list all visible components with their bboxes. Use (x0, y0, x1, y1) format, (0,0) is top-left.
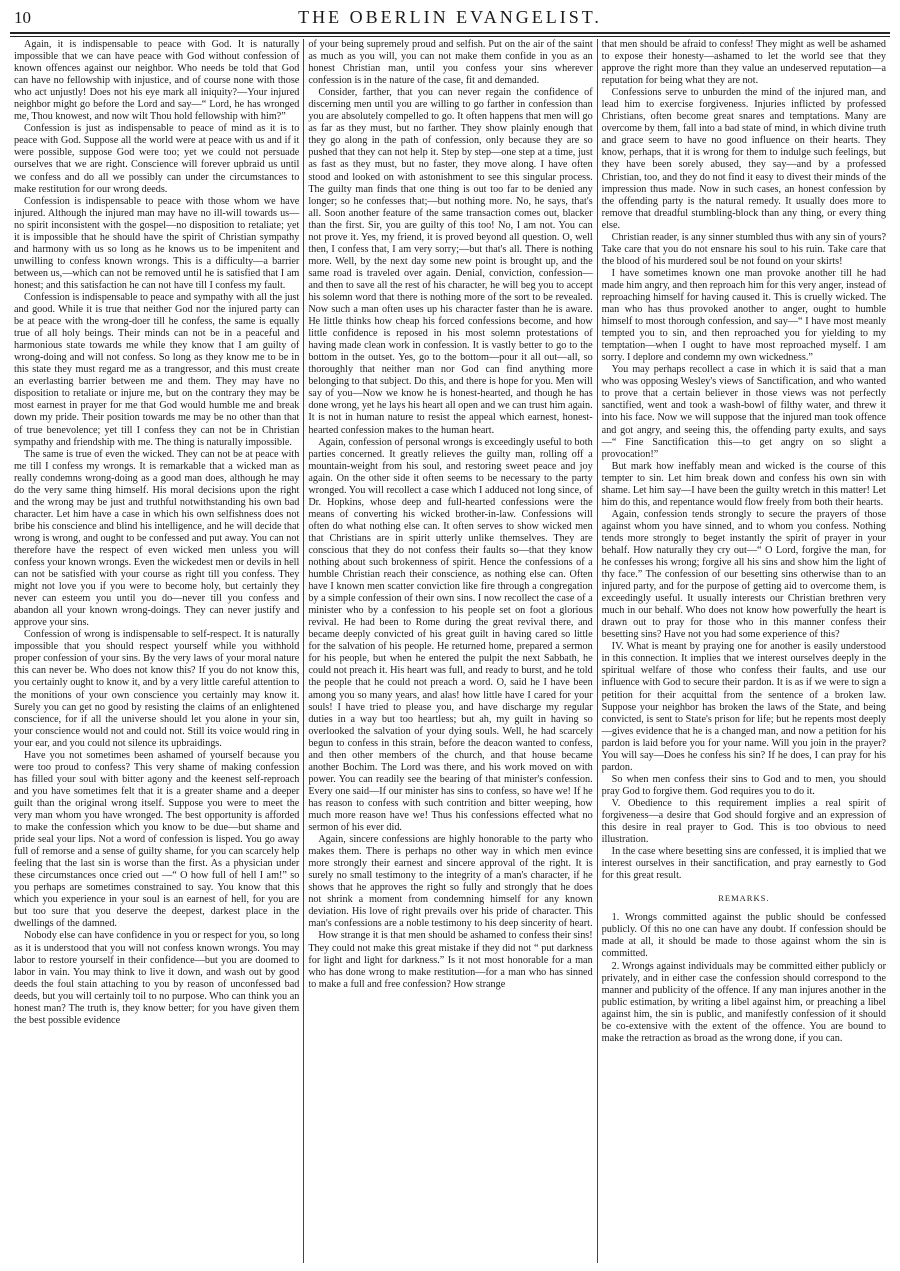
page-header (10, 6, 890, 28)
paragraph: Again, confession of personal wrongs is exceedingly useful to both parties concerned. It greatly relieves the guilty man, rolling off a mountain-weight from his soul, and restoring sweet peace and joy again. On the other side it often seems to be necessary to the party wronged. You will recollect a case which I adduced not long since, of Dr. Hopkins, whose deep and full-hearted confessions were the means of converting his wicked brother-in-law. Confessions will often do what nothing else can. It often serves to show wicked men that Christians are in spirit utterly unlike themselves. They are conscious that they do not confess their faults so—that they know nothing about such brokenness of spirit. Hence the confessions of a humble Christian reach their conscience, as nothing else can. Often have I known men scatter conviction like fire through a congregation by a simple confession of their own sins. I now recollect the case of a minister who by a confession to his people set on foot a glorious revival. He had been to Rome during the great revival there, and became deeply convicted of his great guilt in having cared so little for the salvation of his people. He returned home, prepared a sermon for his people, but when he entered the pulpit the next Sabbath, he could not preach it. His heart was full, and ready to burst, and he told the people that he could not preach a word. O, said he I have been among you so many years, and alas! how little have I cared for your souls! I have tried to please you, and have discharge my regular duties in a way but too heartless; but ah, my guilt in having so overlooked the salvation of your dying souls. Well, he had scarcely begun to confess in this strain, before the deacon wanted to confess, and then other members of the church, and that house became another Bochim. The Lord was there, and his work moved on with power. You can readily see the bearing of that minister's confession. Every one said—If our minister has sins to confess, so have we! If he has reason to confess with such contrition and bitter weeping, how much more reason have we! Thus his confessions effected what no sermon of his ever did. (308, 436, 593, 834)
paragraph: Christian reader, is any sinner stumbled thus with any sin of yours? Take care that you do not ensnare his soul to his ruin. Take care that the blood of his murdered soul be not found on your skirts! (601, 231, 887, 267)
paragraph: So when men confess their sins to God and to men, you should pray God to forgive them. God requires you to do it. (601, 773, 887, 797)
paragraph: But mark how ineffably mean and wicked is the course of this tempter to sin. Let him break down and confess his own sin with shame. Let him say—I have been the guilty wretch in this matter! Let him do this, and repentance would flow freely from both their hearts. (601, 460, 887, 508)
paragraph: The same is true of even the wicked. They can not be at peace with me till I confess my wrongs. It is remarkable that a wicked man as really condemns wrong-doing as a good man does, although he may do the very same thing himself. His moral decisions upon the right and the wrong may be just and truthful notwithstanding his own bad character. Let him have a case in which his own selfishness does not bribe his conscience and blind his intelligence, and he will decide that wrong is wrong, and ought to be confessed and put away. You can not therefore have the respect of even wicked men unless you will confess your known wrongs. Even the wickedest men or devils in hell can not be satisfied with your course as right till you confess. They might not love you if you were to become holy, but certainly they never can esteem you until you do—never till you confess and abandon all your known wrong-doings. They can never justify and approve your sins. (14, 448, 300, 629)
column-left (10, 39, 303, 1263)
column-right (597, 39, 890, 1263)
paragraph: How strange it is that men should be ashamed to confess their sins! They could not make this great mistake if they did not “ put darkness for light and light for darkness.” Is it not most honorable for a man who has done wrong to make restitution—for a man who has sinned to make a full and free confession? How strange (308, 930, 593, 990)
paragraph: Again, confession tends strongly to secure the prayers of those against whom you have sinned, and to whom you confess. Nothing tends more strongly to beget instantly the spirit of prayer in your behalf. How naturally they cry out—“ O Lord, forgive the man, for he confesses his wrong; forgive all his sins and show him the light of thy face.” The confession of our besetting sins otherwise than to an injured party, and for the purpose of getting aid to overcome them, is exceedingly useful. It usually interests our Christian brethren very much in our behalf. Who does not know how powerfully the heart is drawn out to pray for those who in this manner confess their besetting sins? Have not you had some experience of this? (601, 508, 887, 641)
paragraph: You may perhaps recollect a case in which it is said that a man who was opposing Wesley's views of Sanctification, and who wanted to prove that a certain believer in those views was not perfectly sanctified, went and took a wash-bowl of filthy water, and threw it into his face. Now we will suppose that the injured man took offence and got angry, and seeing this, the offending party exults, and says—“ Fine Sanctification this—to get angry on so slight a provocation!” (601, 364, 887, 460)
article-columns (10, 39, 890, 1263)
paragraph: IV. What is meant by praying one for another is easily understood in this connection. It implies that we interest ourselves deeply in the spiritual welfare of those who confess their faults, and use our influence with God to secure their pardon. It is as if we were to sign a petition for their acquittal from the sentence of a broken law. Suppose your neighbor has broken the laws of the State, and being convicted, is sent to State's prison for life; but he repents most deeply—gives evidence that he is a changed man, and now a petition for his pardon is laid before you for your name. Will you join in the prayer? You will say—Does he confess his sin? If he does, I can pray for his pardon. (601, 641, 887, 773)
paragraph: of your being supremely proud and selfish. Put on the air of the saint as much as you will, you can not make them confide in you as an honest Christian man, until you confess your sins wherever confession is in the nature of the case, fit and demanded. (308, 39, 593, 87)
paragraph: Have you not sometimes been ashamed of yourself because you were too proud to confess? This very shame of making confession has filled your soul with bitter agony and the keenest self-reproach and you have sometimes felt that it is a greater shame and a deeper guilt than the original wrong itself. Suppose you were to meet the very man whom you have wronged. The best opportunity is afforded to make the confession which you know to be due—but shame and pride seal your lips. Not a word of confession is lisped. You go away full of remorse and a sense of guilty shame, for you can scarcely help feeling that the last sin is worse than the first. As a physician under these circumstances once cried out —“ O how full of hell I am!” so you perhaps are sometimes constrained to say. You know that this which you experience in your soul is an earnest of hell, for you are but too sure that you deserve the deepest, darkest place in the dwellings of the damned. (14, 749, 300, 930)
paragraph: that men should be afraid to confess! They might as well be ashamed to expose their honesty—ashamed to let the world see that they approve the right more than they value an undeserved reputation—a reputation for being what they are not. (601, 39, 887, 87)
paragraph: In the case where besetting sins are confessed, it is implied that we interest ourselves in their sanctification, and pray earnestly to God for this great result. (601, 846, 887, 882)
remark-item: 2. Wrongs against individuals may be committed either publicly or privately, and in either case the confession should correspond to the manner and publicity of the offence. If any man injures another in the public estimation, by writing a libel against him, or preaching a libel against him, the sin is public, and manifestly confession of it should be co-extensive with the extent of the offence. You are bound to make the retraction as broad as the wrong done, if you can. (601, 960, 887, 1044)
paragraph: Confession is indispensable to peace with those whom we have injured. Although the injured man may have no ill-will towards us—no spirit inconsistent with the gospel—no disposition to retaliate; yet it is impossible that he should have the spirit of Christian sympathy and harmony with us so long as he knows us to be impenitent and unwilling to confess known wrongs. This is a difficulty—a barrier between us,—which can not be removed until he is satisfied that I am honest; and this satisfaction he can not have till I confess my fault. (14, 195, 300, 291)
header-rule (10, 32, 890, 37)
paragraph: Nobody else can have confidence in you or respect for you, so long as it is understood that you will not confess known wrongs. You may labor to restore yourself in their confidence—but you are doomed to labor in vain. You may think to live it down, and wash out by good deeds the foul stain attaching to you by reason of unconfessed bad deeds, but you will certainly toil to no purpose. Who can think you an honest man? The truth is, they know better; for you have given them the best possible evidence (14, 930, 300, 1026)
paragraph: Again, sincere confessions are highly honorable to the party who makes them. There is perhaps no other way in which men evince more strongly their earnest and sincere approval of the right. It is surely no small testimony to the integrity of a man's character, if he shows that he approves the right so fully and strongly that he does not shrink a moment from condemning himself for any known deviation. His love of right prevails over his pride of character. This man's confessions are a noble testimony to his deep sincerity of heart. (308, 834, 593, 930)
paragraph: Confession is just as indispensable to peace of mind as it is to peace with God. Suppose all the world were at peace with us and if it were possible, suppose God were too; yet we could not persuade ourselves that we are right. Conscience will forever upbraid us until we confess and do all we possibly can under the circumstances to make restitution for our wrong deeds. (14, 123, 300, 195)
masthead-title: THE OBERLIN EVANGELIST. (298, 7, 602, 27)
paragraph: Confession is indispensable to peace and sympathy with all the just and good. While it is true that neither God nor the injured party can be at peace with the wrong-doer till he confess, the same is equally true of all holy beings. Their minds can not be in a peaceful and harmonious state towards me while they know that I am guilty of wrong-doing and will not confess. So long as they know me to be in this state they must regard me as a trangressor, and this must create an everlasting barrier between me and them. They may have no disposition to retaliate or injure me, but on the contrary they may be most earnest in prayer for me that God would humble me and break down my pride. Their position towards me may be no other than that of true benevolence; yet till I confess they can not be in Christian sympathy and friendship with me. The thing is naturally impossible. (14, 291, 300, 448)
remark-item: 1. Wrongs committed against the public should be confessed publicly. Of this no one can have any doubt. If confession should be made at all, it should be made to those against whom the sin is committed. (601, 912, 887, 960)
paragraph: Confession of wrong is indispensable to self-respect. It is naturally impossible that you should respect yourself while you withhold proper confession of your sins. By the very laws of your moral nature this can never be. Who does not know this? If you do not know this, you certainly ought to know it, and by a very little careful attention to the monitions of your own conscience you certainly may know it. Surely you can get no good by resisting the claims of an enlightened conscience, for if all the universe should let you alone in your sin, your conscience would not and could not. Still its voice would ring in your ear, and you could not silence its upbraidings. (14, 629, 300, 749)
paragraph: Confessions serve to unburden the mind of the injured man, and lead him to exercise forgiveness. Injuries inflicted by professed Christians, often become great snares and temptations. Many are overcome by them, fall into a bad state of mind, in which divine truth and grace seem to have no good influence on their hearts. They know, perhaps, that it is wrong for them to indulge such feelings, but they have been sorely abused, they say—and by a professed Christian, too, and they do not find it easy to divest their minds of the impression thus made. Now in such cases, an honest confession by the offending party is the natural remedy. It usually does more to remove that dreadful stumbling-block than any thing, or every thing else. (601, 87, 887, 231)
page-number: 10 (14, 8, 31, 27)
paragraph: Again, it is indispensable to peace with God. It is naturally impossible that we can have peace with God without confession of known offences against our neighbor. Who needs be told that God can have no fellowship with injustice, and of course none with those who act unjustly! Does not his eye mark all iniquity?—Your injured neighbor might go before the Lord and say—“ Lord, he has wronged me, Thou knowest, and now wilt Thou hold fellowship with him?” (14, 39, 300, 123)
paragraph: Consider, farther, that you can never regain the confidence of discerning men until you are willing to go farther in confession than you are absolutely compelled to go. It often happens that men will go as far as they must, but no farther. They show plainly enough that they go along in the path of confession, only because they are so pushed that they can not help it. Step by step—one step at a time, just as fast as they must, but no faster, they move along. I have often stood and looked on with astonishment to see this singular process. The guilty man finds that one thing is out too far to be denied any longer; so he confesses that;—but nothing more. No, he says, that's all. Soon another feature of the same transaction comes out, blacker than the first. Sir, you are guilty of this too! No, I am not. You can not prove it. Yes, my friend, it is proved beyond all question. O, well then, I confess that, I am very sorry;—but that's all. There is nothing more. Well, by the next day some new point is brought up, and the same road is traveled over again. Denial, conviction, confession—and then to save all the rest of his character, he will beg you to accept his solemn word that there is nothing more of the sort to be revealed. Now such a man often uses up his character faster than he is aware. He little thinks how cheap his forced confessions become, and how little confidence is reposed in his most solemn protestations of having made clean work in confession. It is vastly better to go to the bottom in the outset. Yes, go to the bottom—pour it all out—all, so thoroughly that neither man nor God can find anything more belonging to that subject. Do this, and there is hope for you. Men will say of you—Now we know he is honest-hearted, and though he has done wrong, yet he lays his heart all open and we can trust him again. It is not in human nature to resist the appeal which earnest, honest-hearted confession makes to the human heart. (308, 87, 593, 436)
remarks-heading: REMARKS. (718, 893, 770, 904)
column-middle (303, 39, 596, 1263)
paragraph: V. Obedience to this requirement implies a real spirit of forgiveness—a desire that God should forgive and an expression of this desire in real prayer to God. This is too obvious to need illustration. (601, 797, 887, 846)
paragraph: I have sometimes known one man provoke another till he had made him angry, and then reproach him for this very anger, instead of reproaching himself for having caused it. This is cruelly wicked. The man who has thus provoked another to anger, ought to humble himself to most thorough confession, and say—“ I have most meanly tempted you to sin, and then reproached you for yielding to my temptation—when I ought to have most reproached myself. I am sorry. I deplore and condemn my own wickedness.” (601, 267, 887, 364)
